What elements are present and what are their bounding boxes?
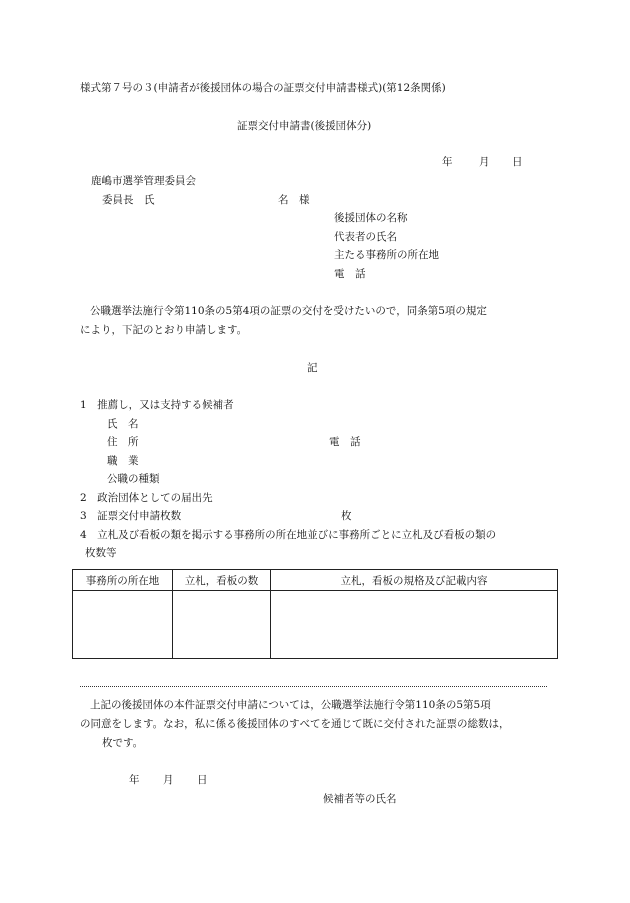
table-header-count: 立札，看板の数 [173, 570, 271, 591]
applicant-office: 主たる事務所の所在地 [334, 249, 439, 261]
table-cell-count[interactable] [173, 591, 271, 659]
item-1-phone: 電 話 [329, 436, 361, 448]
addressee-honorific: 名 様 [278, 194, 310, 206]
date-month: 月 [479, 156, 490, 168]
table-header-office: 事務所の所在地 [73, 570, 173, 591]
form-number: 様式第７号の３(申請者が後援団体の場合の証票交付申請書様式)(第12条関係) [80, 82, 446, 94]
applicant-phone: 電 話 [334, 268, 366, 280]
dotted-divider [80, 686, 547, 687]
document-title: 証票交付申請書(後援団体分) [237, 120, 372, 132]
consent-date-year: 年 [129, 774, 140, 786]
item-3: 3 証票交付申請枚数 [80, 510, 182, 522]
consent-date-month: 月 [163, 774, 174, 786]
ki-heading: 記 [307, 362, 318, 374]
date-day: 日 [512, 156, 523, 168]
table-header-spec: 立札，看板の規格及び記載内容 [271, 570, 558, 591]
table-header-row [73, 570, 558, 591]
item-4-line-1: 4 立札及び看板の類を掲示する事務所の所在地並びに事務所ごとに立札及び看板の類の [80, 529, 497, 541]
signboard-table [72, 569, 558, 659]
item-1: 1 推薦し，又は支持する候補者 [80, 399, 234, 411]
consent-line-1: 上記の後援団体の本件証票交付申請については，公職選挙法施行令第110条の5第5項 [90, 699, 491, 711]
table-row [73, 591, 558, 659]
item-3-unit: 枚 [341, 510, 352, 522]
consent-line-3: 枚です。 [102, 737, 144, 749]
applicant-group-name: 後援団体の名称 [334, 212, 408, 224]
table-cell-spec[interactable] [271, 591, 558, 659]
table-cell-office[interactable] [73, 591, 173, 659]
addressee-committee: 鹿嶋市選挙管理委員会 [91, 175, 196, 187]
applicant-representative: 代表者の氏名 [334, 231, 397, 243]
consent-line-2: の同意をします。なお，私に係る後援団体のすべてを通じて既に交付された証票の総数は， [80, 718, 510, 730]
addressee-chair: 委員長 氏 [102, 194, 155, 206]
item-2: 2 政治団体としての届出先 [80, 492, 213, 504]
item-1-office-type: 公職の種類 [107, 473, 160, 485]
item-4-line-2: 枚数等 [85, 547, 117, 559]
intro-line-1: 公職選挙法施行令第110条の5第4項の証票の交付を受けたいので，同条第5項の規定 [90, 305, 487, 317]
item-1-name: 氏 名 [107, 418, 139, 430]
item-1-address: 住 所 [107, 436, 139, 448]
item-1-occupation: 職 業 [107, 455, 139, 467]
intro-line-2: により，下記のとおり申請します。 [80, 324, 248, 336]
date-year: 年 [442, 156, 453, 168]
candidate-name-label: 候補者等の氏名 [323, 793, 397, 805]
consent-date-day: 日 [197, 774, 208, 786]
